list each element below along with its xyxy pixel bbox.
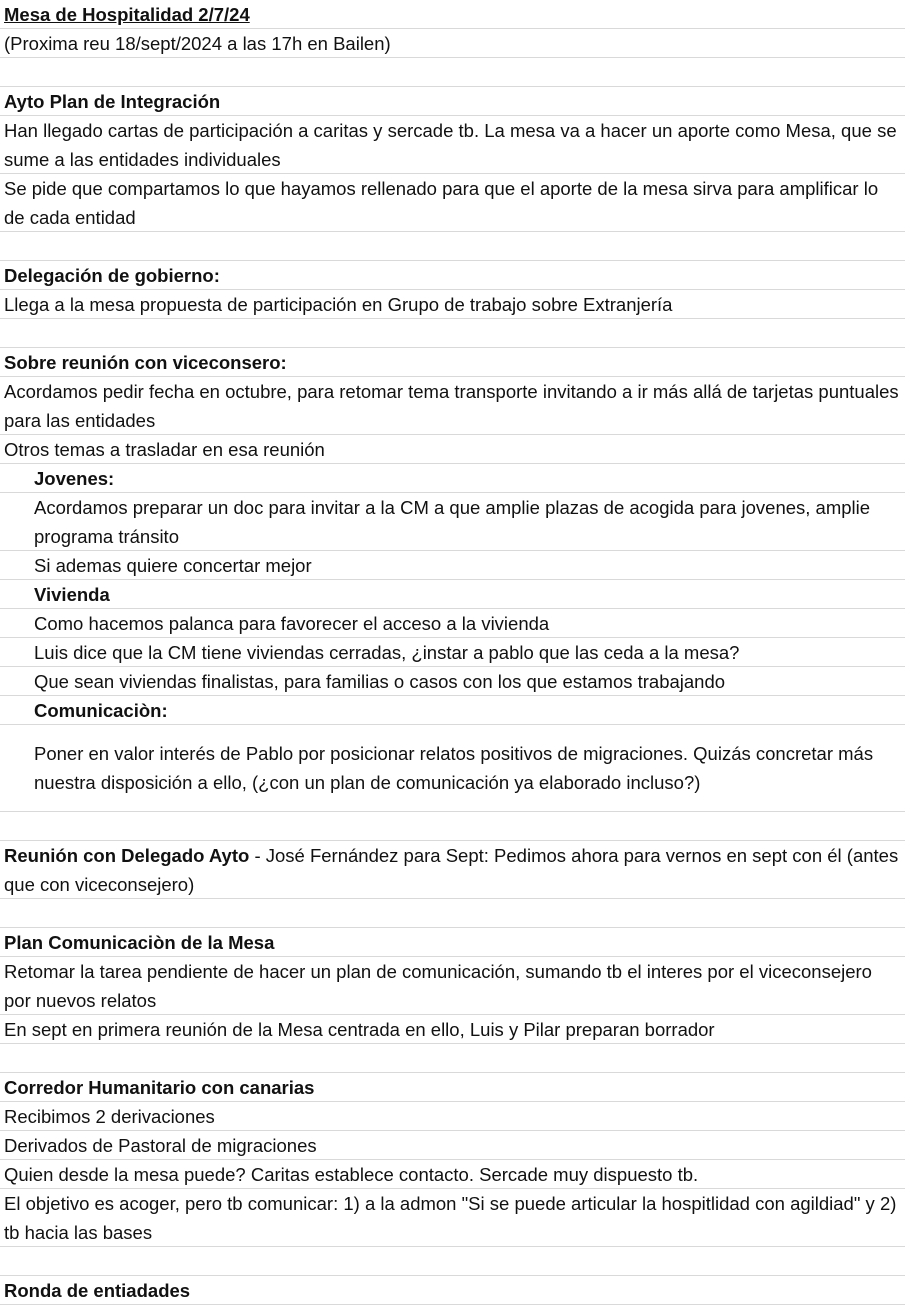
text-cell[interactable] [0, 957, 905, 1015]
text-cell[interactable] [0, 1160, 905, 1189]
section-heading-corredor: Corredor Humanitario con canarias [4, 1076, 315, 1098]
text-cell[interactable] [0, 667, 905, 696]
empty-cell[interactable] [0, 1044, 905, 1073]
jovenes-line-2: Si ademas quiere concertar mejor [34, 554, 312, 576]
doc-title: Mesa de Hospitalidad 2/7/24 [4, 3, 250, 25]
corredor-line-2: Derivados de Pastoral de migraciones [4, 1134, 317, 1156]
subheading-cell[interactable] [0, 580, 905, 609]
section-heading-cell[interactable] [0, 87, 905, 116]
text-cell[interactable] [0, 725, 905, 812]
text-cell[interactable] [0, 116, 905, 174]
empty-cell[interactable] [0, 812, 905, 841]
viceconsero-line-2: Otros temas a trasladar en esa reunión [4, 438, 325, 460]
text-cell[interactable] [0, 1131, 905, 1160]
ayto-line-1: Han llegado cartas de participación a caritas y sercade tb. La mesa va a hacer un aporte como Mesa, que se sume a las entidades individuales [4, 119, 897, 170]
vivienda-line-1: Como hacemos palanca para favorecer el acceso a la vivienda [34, 612, 550, 634]
corredor-line-4: El objetivo es acoger, pero tb comunicar: 1) a la admon "Si se puede articular la hospitlidad con agildiad" y 2) tb hacia las bases [4, 1192, 897, 1243]
plan-line-1: Retomar la tarea pendiente de hacer un plan de comunicación, sumando tb el interes por el viceconsejero por nuevos relatos [4, 960, 872, 1011]
section-heading-cell[interactable] [0, 348, 905, 377]
delegacion-line-1: Llega a la mesa propuesta de participación en Grupo de trabajo sobre Extranjería [4, 293, 673, 315]
text-cell[interactable] [0, 551, 905, 580]
section-heading-delegacion: Delegación de gobierno: [4, 264, 220, 286]
corredor-line-1: Recibimos 2 derivaciones [4, 1105, 215, 1127]
empty-cell[interactable] [0, 319, 905, 348]
text-cell[interactable] [0, 1189, 905, 1247]
subheading-cell[interactable] [0, 464, 905, 493]
empty-cell[interactable] [0, 1247, 905, 1276]
next-meeting-text: (Proxima reu 18/sept/2024 a las 17h en Bailen) [4, 32, 391, 54]
section-heading-viceconsero: Sobre reunión con viceconsero: [4, 351, 287, 373]
empty-cell[interactable] [0, 232, 905, 261]
corredor-line-3: Quien desde la mesa puede? Caritas establece contacto. Sercade muy dispuesto tb. [4, 1163, 699, 1185]
text-cell[interactable] [0, 1015, 905, 1044]
ayto-line-2: Se pide que compartamos lo que hayamos rellenado para que el aporte de la mesa sirva para amplificar lo de cada entidad [4, 177, 879, 228]
text-cell[interactable] [0, 841, 905, 899]
text-cell[interactable] [0, 493, 905, 551]
subheading-comunicacion: Comunicaciòn: [34, 699, 168, 721]
plan-line-2: En sept en primera reunión de la Mesa centrada en ello, Luis y Pilar preparan borrador [4, 1018, 715, 1040]
text-cell[interactable] [0, 638, 905, 667]
subheading-jovenes: Jovenes: [34, 467, 115, 489]
section-heading-plan: Plan Comunicaciòn de la Mesa [4, 931, 275, 953]
delegado-text [4, 841, 901, 899]
comunicacion-line-1: Poner en valor interés de Pablo por posicionar relatos positivos de migraciones. Quizás concretar más nuestra disposición a ello, (¿con un plan de comunicación ya elaborado incluso?) [34, 743, 874, 793]
viceconsero-line-1: Acordamos pedir fecha en octubre, para retomar tema transporte invitando a ir más allá de tarjetas puntuales para las entidades [4, 380, 899, 431]
subheading-vivienda: Vivienda [34, 583, 110, 605]
vivienda-line-2: Luis dice que la CM tiene viviendas cerradas, ¿instar a pablo que las ceda a la mesa? [34, 641, 740, 663]
vivienda-line-3: Que sean viviendas finalistas, para familias o casos con los que estamos trabajando [34, 670, 726, 692]
section-heading-cell[interactable] [0, 1276, 905, 1305]
text-cell[interactable] [0, 377, 905, 435]
empty-cell[interactable] [0, 58, 905, 87]
section-heading-delegado: Reunión con Delegado Ayto [4, 844, 250, 866]
subheading-cell[interactable] [0, 696, 905, 725]
text-cell[interactable] [0, 435, 905, 464]
text-cell[interactable] [0, 174, 905, 232]
jovenes-line-1: Acordamos preparar un doc para invitar a la CM a que amplie plazas de acogida para jovenes, amplie programa tránsito [34, 496, 871, 547]
empty-cell[interactable] [0, 899, 905, 928]
section-heading-ayto: Ayto Plan de Integración [4, 90, 221, 112]
section-heading-cell[interactable] [0, 261, 905, 290]
doc-title-cell[interactable] [0, 0, 905, 29]
section-heading-ronda: Ronda de entiadades [4, 1279, 191, 1301]
delegado-detail: - José Fernández para Sept: Pedimos ahora para vernos en sept con él (antes que con viceconsejero) [4, 844, 899, 895]
section-heading-cell[interactable] [0, 928, 905, 957]
text-cell[interactable] [0, 290, 905, 319]
text-cell[interactable] [0, 1102, 905, 1131]
section-heading-cell[interactable] [0, 1073, 905, 1102]
next-meeting-cell[interactable] [0, 29, 905, 58]
text-cell[interactable] [0, 609, 905, 638]
